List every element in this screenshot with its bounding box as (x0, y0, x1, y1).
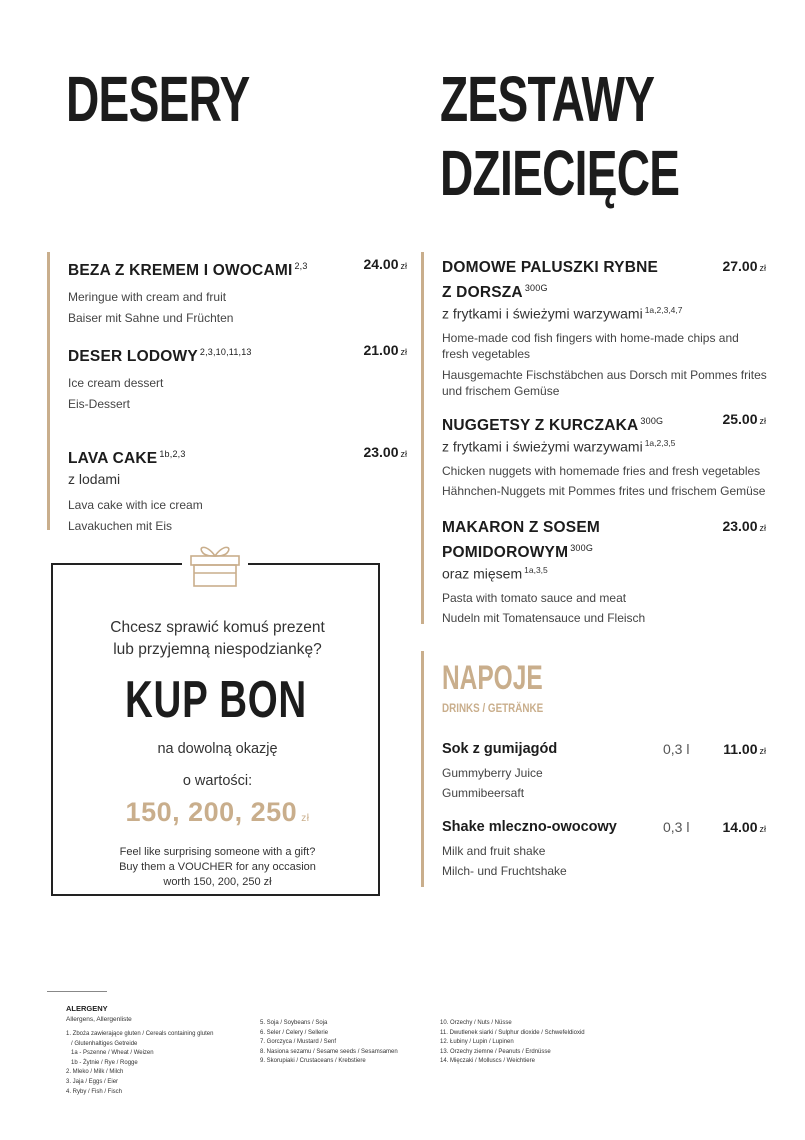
item-price: 21.00 zł (363, 342, 407, 358)
voucher-amounts: 150, 200, 250 zł (125, 797, 310, 827)
allergen-line: 1a - Pszenne / Wheat / Weizen (66, 1050, 154, 1057)
allergen-line: 4. Ryby / Fish / Fisch (66, 1088, 123, 1095)
allergens-subtitle: Allergens, Allergenliste (66, 1016, 132, 1023)
drink-name: Shake mleczno-owocowy (442, 819, 617, 835)
allergen-line: 8. Nasiona sezamu / Sesame seeds / Sesamsamen (260, 1048, 398, 1055)
item-price: 23.00 zł (722, 518, 766, 534)
drinks-section (421, 651, 766, 887)
drink-price: 14.00 zł (722, 819, 766, 835)
menu-item (442, 258, 766, 399)
item-desc-en: Ice cream dessert (68, 376, 164, 391)
item-name: DESER LODOWY (68, 348, 198, 366)
item-name: BEZA Z KREMEM I OWOCAMI (68, 262, 293, 280)
menu-item (442, 518, 766, 626)
item-weight: 300G (524, 283, 548, 293)
allergen-line: 5. Soja / Soybeans / Soja (260, 1020, 328, 1026)
menu-item (68, 342, 407, 412)
allergen-line: 10. Orzechy / Nuts / Nüsse (440, 1020, 512, 1026)
item-weight: 300G (640, 416, 664, 426)
drink-price: 11.00 zł (723, 741, 766, 757)
allergens-column-1 (66, 1030, 213, 1097)
item-desc-en: Meringue with cream and fruit (68, 290, 227, 305)
item-desc-de: Hausgemachte Fischstäbchen aus Dorsch mit Pommes frites und frischem Gemüse (442, 367, 767, 398)
item-name: DOMOWE PALUSZKI RYBNE Z DORSZA (442, 259, 659, 302)
item-desc-en: Lava cake with ice cream (68, 498, 203, 513)
drink-item (442, 819, 766, 879)
drink-volume: 0,3 l (663, 819, 690, 835)
item-name: MAKARON Z SOSEM POMIDOROWYM (442, 519, 600, 562)
item-desc-en: Home-made cod fish fingers with home-made chips and fresh vegetables (442, 330, 739, 361)
item-subtitle: z lodami (68, 471, 121, 488)
voucher-english: Feel like surprising someone with a gift? Buy them a VOUCHER for any occasion worth 150, 200, 250 zł (119, 846, 316, 888)
allergen-line: 13. Orzechy ziemne / Peanuts / Erdnüsse (440, 1048, 551, 1055)
item-desc-en: Chicken nuggets with homemade fries and fresh vegetables (442, 463, 761, 478)
allergens-title: ALERGENY (66, 1004, 108, 1013)
allergen-codes: 2,3,10,11,13 (199, 347, 252, 357)
item-price: 25.00 zł (722, 411, 766, 427)
item-name: LAVA CAKE (68, 450, 158, 468)
item-subtitle: oraz mięsem (442, 565, 523, 582)
allergen-line: 14. Mięczaki / Molluscs / Weichtiere (440, 1058, 535, 1065)
drink-item (442, 741, 766, 801)
item-subtitle: z frytkami i świeżymi warzywami (442, 305, 643, 322)
item-name: NUGGETSY Z KURCZAKA (442, 417, 639, 435)
item-desc-de: Hähnchen-Nuggets mit Pommes frites und frischem Gemüse (442, 483, 766, 498)
drink-desc-en: Milk and fruit shake (442, 844, 546, 858)
allergen-line: 12. Łubiny / Lupin / Lupinen (440, 1039, 514, 1046)
item-subtitle: z frytkami i świeżymi warzywami (442, 438, 643, 455)
allergen-line: 1b - Żytnie / Rye / Rogge (66, 1059, 138, 1066)
drink-desc-de: Milch- und Fruchtshake (442, 864, 567, 878)
allergen-line: 7. Gorczyca / Mustard / Senf (260, 1039, 337, 1046)
allergens-column-3 (440, 1019, 585, 1067)
allergen-line: 11. Dwutlenek siarki / Sulphur dioxide / Schwefeldioxid (440, 1029, 585, 1036)
voucher-value-label: o wartości: (182, 773, 253, 789)
drink-desc-de: Gummibeersaft (442, 786, 525, 800)
item-desc-en: Pasta with tomato sauce and meat (442, 590, 627, 605)
desserts-section (47, 252, 407, 534)
allergen-codes: 1a,2,3,5 (644, 438, 676, 449)
menu-item (68, 444, 407, 534)
voucher-box (51, 563, 380, 896)
voucher-question: Chcesz sprawić komuś prezent lub przyjemną niespodziankę? (110, 619, 325, 658)
allergen-line: 3. Jaja / Eggs / Eier (66, 1078, 119, 1085)
allergens-column-2 (260, 1019, 398, 1067)
allergen-line: 6. Seler / Celery / Sellerie (260, 1029, 329, 1036)
allergen-codes: 2,3 (294, 261, 308, 271)
item-desc-de: Baiser mit Sahne und Früchten (68, 311, 234, 326)
allergen-codes: 1a,3,5 (524, 565, 548, 576)
voucher-occasion: na dowolną okazję (157, 741, 278, 757)
item-price: 27.00 zł (722, 258, 766, 274)
drink-name: Sok z gumijagód (442, 741, 558, 757)
drink-desc-en: Gummyberry Juice (442, 766, 543, 780)
item-desc-de: Lavakuchen mit Eis (68, 519, 173, 534)
allergen-codes: 1b,2,3 (159, 449, 186, 459)
allergen-line: 2. Mleko / Milk / Milch (66, 1069, 124, 1076)
allergen-codes: 1a,2,3,4,7 (644, 305, 683, 316)
item-desc-de: Nudeln mit Tomatensauce und Fleisch (442, 610, 646, 625)
zestawy-dzieciece-heading: ZESTAWY DZIECIĘCE (440, 63, 680, 209)
allergens-divider (47, 991, 107, 992)
drink-volume: 0,3 l (663, 741, 690, 757)
voucher-cta: KUP BON (124, 671, 307, 729)
allergen-line: / Glutenhaltiges Getreide (66, 1040, 138, 1047)
kids-section (421, 252, 766, 624)
drinks-subheading: DRINKS / GETRÄNKE (442, 701, 544, 715)
item-price: 23.00 zł (363, 444, 407, 460)
item-desc-de: Eis-Dessert (68, 397, 131, 412)
menu-item (442, 411, 766, 499)
desery-heading: DESERY (66, 63, 250, 135)
menu-item (68, 256, 407, 326)
allergen-line: 1. Zboża zawierające gluten / Cereals containing gluten (66, 1031, 214, 1037)
allergen-line: 9. Skorupiaki / Crustaceans / Krebstiere (260, 1058, 366, 1065)
item-weight: 300G (570, 543, 594, 553)
drinks-heading: NAPOJE (442, 659, 543, 697)
gift-icon (182, 538, 248, 590)
item-price: 24.00 zł (363, 256, 407, 272)
